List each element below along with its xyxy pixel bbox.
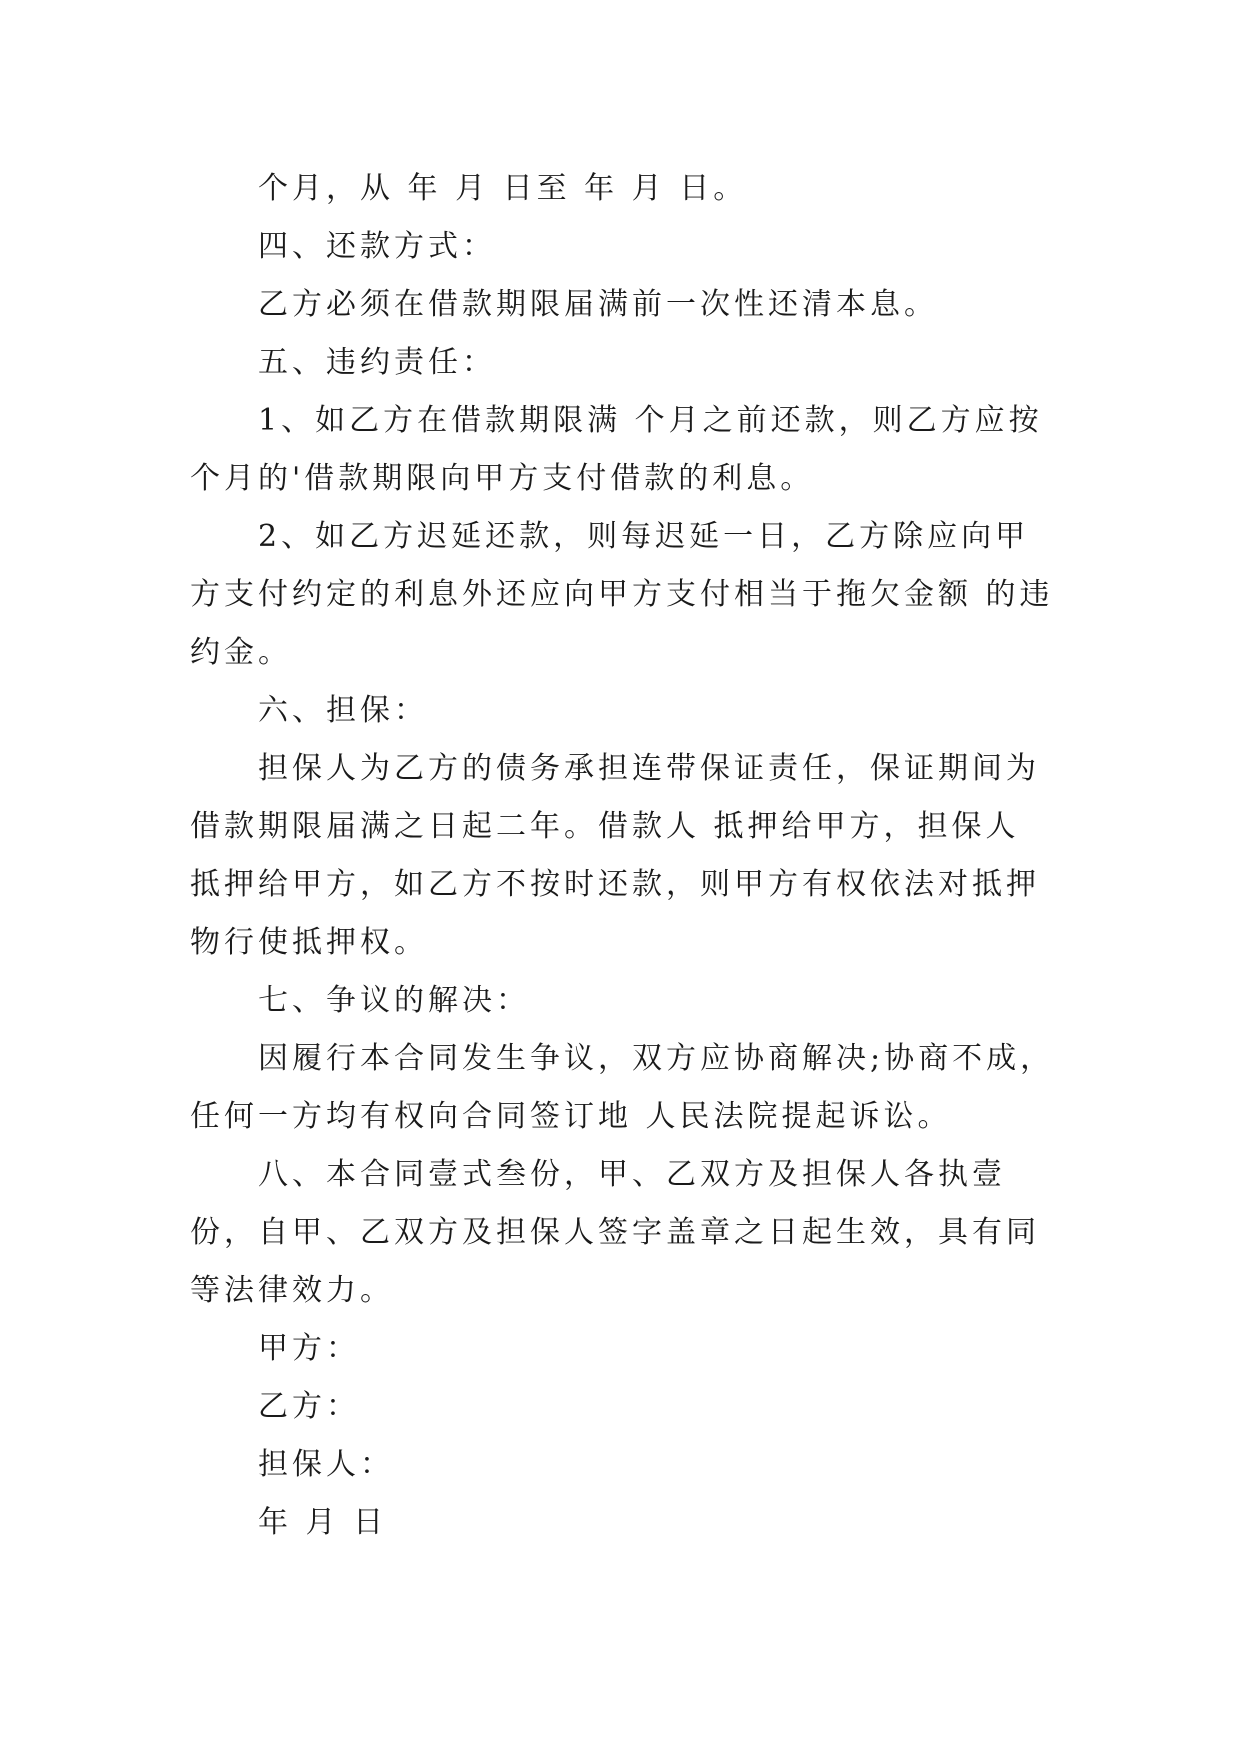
paragraph-repayment: 乙方必须在借款期限届满前一次性还清本息。 <box>258 287 938 322</box>
signature-guarantor: 担保人： <box>258 1447 394 1482</box>
paragraph-breach-2: 2、如乙方迟延还款，则每迟延一日，乙方除应向甲方支付约定的利息外还应向甲方支付相当于拖欠金额 的违约金。 <box>190 519 1054 670</box>
signature-party-a: 甲方： <box>258 1331 360 1366</box>
paragraph-clause-8: 八、本合同壹式叁份，甲、乙双方及担保人各执壹份，自甲、乙双方及担保人签字盖章之日起生效，具有同等法律效力。 <box>190 1157 1040 1308</box>
heading-breach-liability: 五、违约责任： <box>258 345 496 380</box>
heading-repayment-method: 四、还款方式： <box>258 229 496 264</box>
signature-date: 年 月 日 <box>258 1505 388 1540</box>
paragraph-dispute: 因履行本合同发生争议，双方应协商解决;协商不成，任何一方均有权向合同签订地 人民法院提起诉讼。 <box>190 1041 1055 1134</box>
heading-guarantee: 六、担保： <box>258 693 428 728</box>
heading-dispute-resolution: 七、争议的解决： <box>258 983 530 1018</box>
contract-body <box>190 160 1060 1552</box>
paragraph-guarantee: 担保人为乙方的债务承担连带保证责任，保证期间为借款期限届满之日起二年。借款人 抵押给甲方，担保人 抵押给甲方，如乙方不按时还款，则甲方有权依法对抵押物行使抵押权。 <box>190 751 1040 960</box>
paragraph-breach-1: 1、如乙方在借款期限满 个月之前还款，则乙方应按个月的'借款期限向甲方支付借款的利息。 <box>190 403 1043 496</box>
paragraph-term-dates: 个月，从 年 月 日至 年 月 日。 <box>258 171 748 206</box>
signature-party-b: 乙方： <box>258 1389 360 1424</box>
